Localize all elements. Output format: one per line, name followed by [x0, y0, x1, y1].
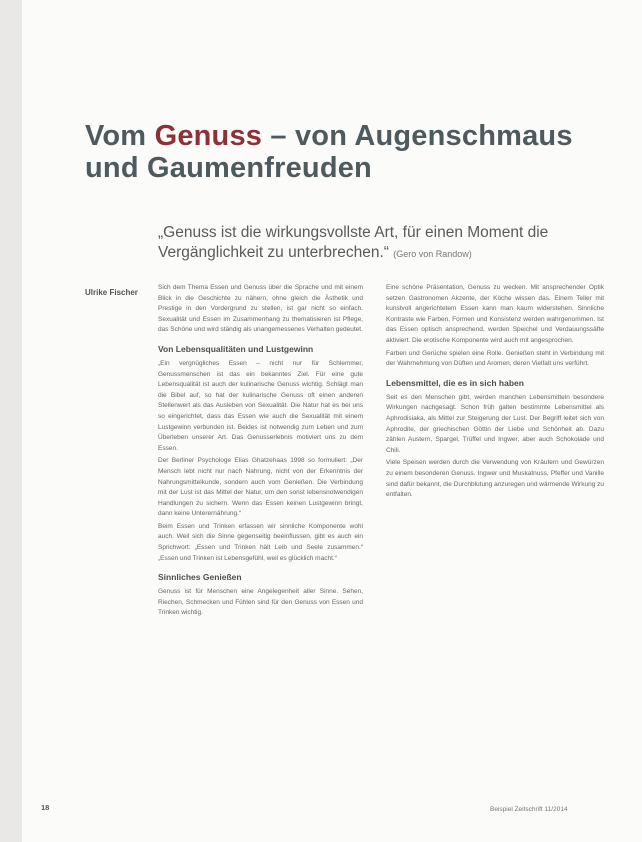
text-column-right — [386, 283, 604, 503]
page-number: 18 — [41, 803, 50, 812]
title-prefix: Vom — [85, 120, 155, 152]
page-margin-strip — [0, 0, 22, 842]
intro-paragraph: Sich dem Thema Essen und Genuss über die Sprache und mit einem Blick in die Geschichte zu nähern, ohne gleich die Ästhetik und Prestige in den Vordergrund zu stellen, ist gar nicht so einfach. Sexualität und Essen im Zusammenhang zu thematisieren ist Pflege, das Schöne und wird ständig als unangemessenes Verhalten gedeutet. — [158, 284, 363, 334]
article-title — [85, 120, 573, 184]
title-line2: und Gaumenfreuden — [85, 152, 372, 184]
body-paragraph: Beim Essen und Trinken erfassen wir sinnliche Komponente wohl auch. Weil sich die Sinne gegenseitig beeinflussen, gibt es auch ein Sprichwort: „Essen und Trinken hält Leib und Seele zusammen.“ „Essen und Trinken ist Lebensgefühl, weil es glücklich macht.“ — [158, 522, 363, 562]
text-column-left — [158, 283, 363, 621]
body-paragraph: Viele Speisen werden durch die Verwendung von Kräutern und Gewürzen zu einem besonderen Genuss. Ingwer und Muskatnuss, Pfeffer und Vanille sind dafür bekannt, die Durchblutung anzuregen und wärmende Wirkung zu entfalten. — [386, 459, 604, 499]
title-accent-word: Genuss — [154, 120, 263, 152]
body-paragraph: Der Berliner Psychologe Elias Ghatzehaas 1998 so formuliert: „Der Mensch lebt nicht nur nach Nahrung, nicht von der Erkenntnis der Nahrungsmittelkunde, sondern auch vom Genießen. Die Verbindung mit der Lust ist das Mittel der Natur, um den sonst lebensnotwendigen Handlungen zu sichern. Wenn das Essen keinen Lustgewinn bringt, dann keine Unterernährung.“ — [158, 457, 363, 518]
quote-text: „Genuss ist die wirkungsvollste Art, für einen Moment die Vergänglichkeit zu unterbrechen.“ — [158, 224, 549, 261]
body-paragraph: Farben und Gerüche spielen eine Rolle. Genießen steht in Verbindung mit der Wahrnehmung von Düften und Aromen, deren Vielfalt uns verführt. — [386, 349, 604, 368]
body-paragraph: Seit es den Menschen gibt, werden manchen Lebensmitteln besondere Wirkungen nachgesagt. Schon früh galten bestimmte Lebensmittel als Aphrodisiaka, als Mittel zur Steigerung der Lust. Der Begriff leitet sich von Aphrodite, der griechischen Göttin der Liebe und Schönheit ab. Dazu zählen Austern, Spargel, Trüffel und Ingwer, aber auch Schokolade und Chili. — [386, 393, 604, 454]
body-paragraph: Genuss ist für Menschen eine Angelegenheit aller Sinne. Sehen, Riechen, Schmecken und Fühlen sind für den Genuss von Essen und Trinken wichtig. — [158, 588, 363, 617]
body-paragraph: „Ein vergnügliches Essen – nicht nur für Schlemmer, Genussmenschen ist das ein bekanntes Ziel. Für eine gute Lebensqualität ist auch der kulinarische Genuss wichtig. Schlägt man die Bibel auf, so hat der kulinarische Genuss oft einen anderen Stellenwert als das Ausleben von Sexualität. Die Natur hat es bei uns so eingerichtet, dass das Essen wie auch die Sexualität mit einem Lustgewinn verbunden ist. Beides ist notwendig zum Leben und zum Überleben unserer Art. Das Genusserlebnis motiviert uns zu dem Essen. — [158, 359, 363, 452]
journal-footer: Beispiel Zeitschrift 11/2014 — [490, 806, 568, 813]
section-heading: Von Lebensqualitäten und Lustgewinn — [158, 343, 314, 354]
body-paragraph: Eine schöne Präsentation, Genuss zu wecken. Mit ansprechender Optik setzen Gastronomen Akzente, der Köche wissen das. Einem Teller mit kunstvoll angerichtetem Essen kann man kaum widerstehen. Sinnliche Kontraste wie Farben, Formen und Konsistenz werden wahrgenommen. Ist das Essen optisch ansprechend, werden Speichel und Verdauungssäfte aktiviert. Die erotische Komponente wird auch mit angesprochen. — [386, 284, 604, 344]
title-line1-rest: – von Augenschmaus — [262, 120, 573, 152]
section-heading: Sinnliches Genießen — [158, 572, 242, 583]
pull-quote — [158, 223, 598, 264]
author-name: Ulrike Fischer — [85, 288, 138, 297]
section-heading: Lebensmittel, die es in sich haben — [386, 377, 524, 388]
quote-source: (Gero von Randow) — [393, 249, 472, 259]
